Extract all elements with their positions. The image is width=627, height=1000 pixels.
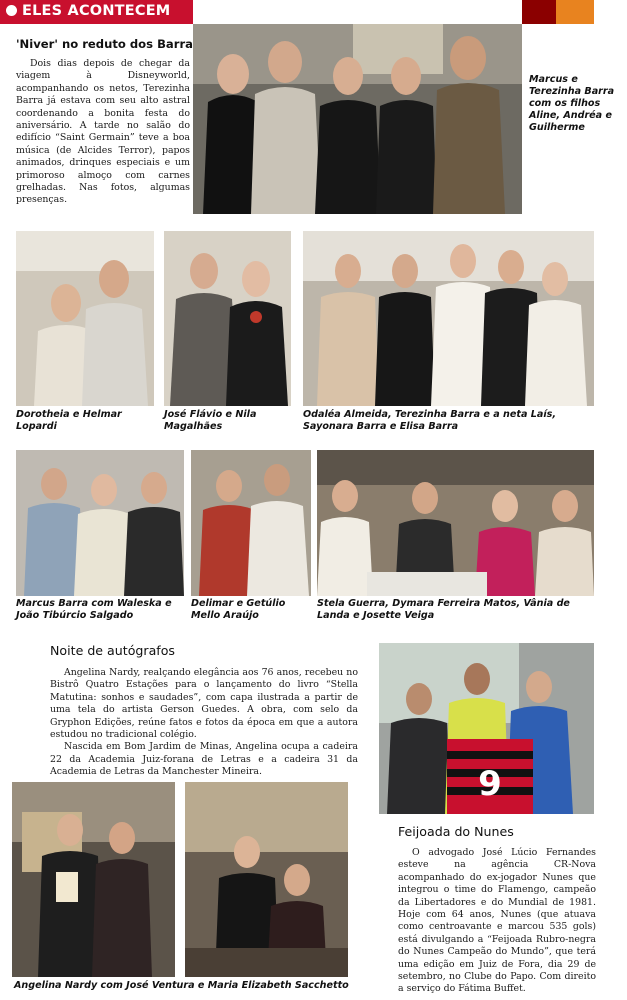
caption-barra-women: Odaléa Almeida, Terezinha Barra e a neta Laís, Sayonara Barra e Elisa Barra (303, 409, 557, 432)
header-accent-orange (556, 0, 594, 24)
header-accent-red (522, 0, 556, 24)
noite-body: Angelina Nardy, realçando elegância aos 76 anos, recebeu no Bistrô Quatro Estações para o lançamento do livro “Stella Matutina: sonhos e saudades”, com capa ilustrada a partir de uma tela do artista Gerson Guedes. A obra, com selo da Gryphon Edições, reúne fatos e fotos da época em que a autora estudou no tradicional colégio. Nascida em Bom Jardim de Minas, Angelina ocupa a cadeira 22 da Academia Juiz-forana de Letras e a cadeira 31 da Academia de Letras da Manchester Mineira. (50, 667, 358, 778)
noite-title: Noite de autógrafos (50, 643, 175, 658)
family-photo-caption: Marcus e Terezinha Barra com os filhos Aline, Andréa e Guilherme (529, 74, 615, 133)
photo-nunes (379, 643, 594, 814)
photo-salgado (16, 450, 184, 596)
feijoada-title: Feijoada do Nunes (398, 824, 514, 839)
section-header (0, 0, 193, 24)
caption-magalhaes: José Flávio e Nila Magalhães (164, 409, 257, 432)
caption-lopardi: Dorotheia e Helmar Lopardi (16, 409, 122, 432)
bullet-icon (6, 5, 17, 16)
caption-guerra: Stela Guerra, Dymara Ferreira Matos, Vânia de Landa e Josette Veiga (317, 598, 570, 621)
jersey-number: 9 (478, 764, 502, 804)
photo-angelina-left (12, 782, 175, 977)
photo-araujo (191, 450, 311, 596)
niver-title: 'Niver' no reduto dos Barra (16, 37, 194, 51)
niver-body: Dois dias depois de chegar da viagem à Disneyworld, acompanhando os netos, Terezinha Barra já estava com seu alto astral coordenando a bonita festa do aniversário. A tarde no salão do edifício “Saint Germain” teve a boa música (de Alcides Terror), papos animados, drinques especiais e um primoroso almoço com carnes grelhadas. Nas fotos, algumas presenças. (16, 58, 190, 206)
photo-lopardi (16, 231, 154, 406)
section-header-title: ELES ACONTECEM (6, 3, 170, 19)
photo-magalhaes (164, 231, 291, 406)
caption-angelina: Angelina Nardy com José Ventura e Maria Elizabeth Sacchetto (14, 980, 349, 991)
caption-araujo: Delimar e Getúlio Mello Araújo (191, 598, 286, 621)
feijoada-body: O advogado José Lúcio Fernandes esteve na agência CR-Nova acompanhado do ex-jogador Nunes que integrou o time do Flamengo, campeão da Libertadores e do Mundial de 1981. Hoje com 64 anos, Nunes (que atuava como centroavante e marcou 535 gols) está divulgando a “Feijoada Rubro-negra do Nunes Campeão do Mundo”, que terá uma edição em Juiz de Fora, dia 29 de setembro, no Clube do Papo. Com direito a serviço do Fátima Buffet. (398, 847, 596, 995)
photo-guerra-table (317, 450, 594, 596)
family-photo (193, 24, 522, 214)
caption-salgado: Marcus Barra com Waleska e João Tibúrcio Salgado (16, 598, 172, 621)
photo-angelina-right (185, 782, 348, 977)
photo-barra-women (303, 231, 594, 406)
